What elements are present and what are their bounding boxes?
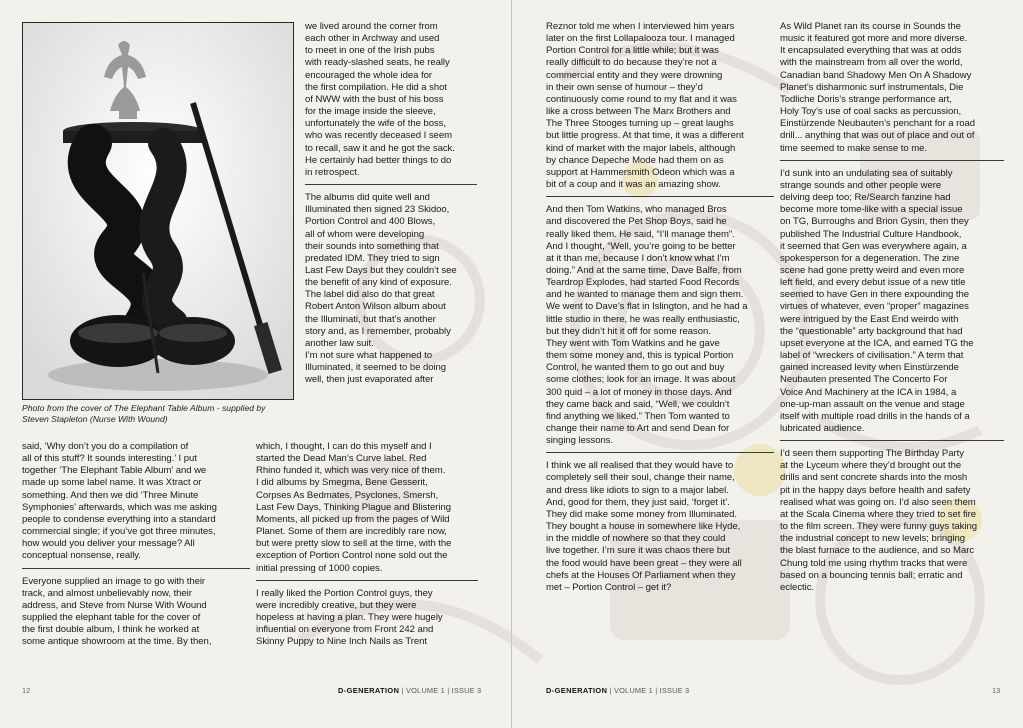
- paragraph: I really liked the Portion Control guys, they were incredibly creative, but they were hopeless at having a plan. They were hugely influential on everyone from Front 242 and Skinny Puppy to Nine Inch Nails as Trent: [256, 587, 443, 648]
- paragraph: I’d sunk into an undulating sea of suitably strange sounds and other people were delving deep too; Re/Search fanzine had become more tome-like with a special issue on TG, Burroughs and Brion Gysin, then they published The Industrial Culture Handbook, it seemed that Gen was everywhere again, a spokesperson for a degeneration. The zine scene had gone pretty weird and even more left field, and every debut issue of a new title seemed to have Gen in there expounding the virtues of whatever, even “proper” magazines were intrigued by the East End weirdo with the “questionable” arty background that had upset everyone at the ICA, and earned TG the label of “wreckers of civilisation.” A term that gained increased levity when Einstürzende Neubauten presented The Concerto For Voice And Machinery at the ICA in 1984, a one-up-man assault on the venue and stage itself with multiple road drills in the hands of a lubricated audience.: [780, 167, 974, 434]
- elephant-table-photo: [22, 22, 294, 400]
- paragraph-divider: [256, 580, 478, 581]
- photo-caption: Photo from the cover of The Elephant Table Album - supplied by Steven Stapleton (Nurse With Wound): [22, 403, 266, 424]
- paragraph: I think we all realised that they would have to completely sell their soul, change their name, and dress like idiots to sign to a major label. And, good for them, they just said, ‘forget it’. They did make some money from Illuminated. They bought a house in somewhere like Hyde, in the middle of nowhere so that they could live together. I’m sure it was chaos there but the food would have been great – they were all chefs at the Houses Of Parliament when they met – Portion Control – get it?: [546, 460, 742, 593]
- paragraph: I’d seen them supporting The Birthday Party at the Lyceum where they’d brought out the drills and sent concrete shards into the mosh pit in the happy days before health and safety realised what was going on. I’d also seen them at the Scala Cinema where they tried to set fire to the film screen. They were funny guys taking the industrial concept to new levels; bringing the blast furnace to the audience, and so Marc Chung told me using rhythm tracks that were based on a bouncing tennis ball; erratic and eclectic.: [780, 448, 977, 593]
- column-2-upper: [305, 21, 477, 387]
- issue-info: | VOLUME 1 | ISSUE 3: [401, 686, 482, 695]
- right-footer-masthead: [546, 686, 689, 695]
- issue-info: | VOLUME 1 | ISSUE 3: [609, 686, 690, 695]
- paragraph: said, ‘Why don’t you do a compilation of all of this stuff? It sounds interesting.’ I put together ‘The Elephant Table Album’ and we made up some label name. It was Xtract or something. And then we did ‘Three Minute Symphonies’ afterwards, which was me asking people to condense everything into a standard commercial single; if you’ve got three minutes, how would you deliver your message? All conceptual nonsense, really.: [22, 441, 217, 562]
- paragraph-divider: [305, 184, 477, 185]
- column-2-lower: [256, 441, 478, 649]
- column-4: [780, 21, 1004, 594]
- paragraph-divider: [546, 196, 774, 197]
- column-1: [22, 441, 250, 649]
- paragraph-divider: [22, 568, 250, 569]
- right-page-number: 13: [992, 686, 1001, 695]
- paragraph-divider: [780, 160, 1004, 161]
- paragraph: And then Tom Watkins, who managed Bros and discovered the Pet Shop Boys, said he really liked them. He said, “I’ll manage them”. And I thought, “Well, you’re going to be better at it than me, because I don’t know what I’m doing.” And at the same time, Dave Balfe, from Teardrop Explodes, had started Food Records and he wanted to manage them and sign them. We went to Dave’s flat in Islington, and he had a little studio in there, he was really enthusiastic, but they didn’t hit it off for some reason. They went with Tom Watkins and he gave them some money and, this is typical Portion Control, he wanted them to go out and buy some clothes; look for an image. It was about 300 quid – a lot of money in those days. And they came back and said, “Well, we couldn’t find anything we liked.” Then Tom wanted to change their name to Art and send Dean for singing lessons.: [546, 204, 748, 447]
- magazine-name: D-GENERATION: [546, 686, 608, 695]
- paragraph: we lived around the corner from each other in Archway and used to meet in one of the Irish pubs with ready-slashed seats, he really encouraged the whole idea for the first compilation. He did a shot of NWW with the bust of his boss for the image inside the sleeve, unfortunately the wife of the boss, who was recently deceased I seem to recall, saw it and he got the sack. He certainly had better things to do in retrospect.: [305, 21, 455, 178]
- elephant-table-image: [23, 23, 293, 399]
- paragraph: Everyone supplied an image to go with their track, and almost unbelievably now, their address, and Steve from Nurse With Wound supplied the elephant table for the cover of the first double album, I think he worked at some antique showroom at the time. By then,: [22, 575, 212, 648]
- paragraph: Reznor told me when I interviewed him years later on the first Lollapalooza tour. I managed Portion Control for a little while; but it was really difficult to do because they’re not a commercial entity and they were drowning in their own sense of humour – they’d continuously come round to my flat and it was like a cross between The Marx Brothers and The Three Stooges turning up – great laughs but little progress. At that time, it was a different kind of market with the major labels, although by chance Depeche Mode had them on as support at Hammersmith Odeon which was a bit of a coup and it was an amazing show.: [546, 21, 744, 191]
- column-3: [546, 21, 774, 594]
- left-footer-masthead: [338, 686, 481, 695]
- paragraph: As Wild Planet ran its course in Sounds the music it featured got more and more diverse. It encapsulated everything that was at odds with the mainstream from all over the world, Canadian band Shadowy Men On A Shadowy Planet’s disharmonic surf instrumentals, Die Todliche Doris’s strange performance art, Holy Toy’s use of coal sacks as percussion, Einstürzende Neubauten’s penchant for a road drill... anything that was out of place and out of time seemed to make sense to me.: [780, 21, 976, 154]
- page-spine: [511, 0, 512, 728]
- magazine-name: D-GENERATION: [338, 686, 400, 695]
- paragraph: which, I thought, I can do this myself and I started the Dead Man’s Curve label. Red Rhino funded it, which was very nice of them. I did albums by Smegma, Bene Gesserit, Corpses As Bedmates, Psyclones, Smersh, Last Few Days, Thinking Plague and Blistering Moments, all picked up from the pages of Wild Planet. Some of them are incredibly rare now, but were pretty slow to sell at the time, with the exception of Portion Control none sold out the initial pressing of 1000 copies.: [256, 441, 452, 574]
- paragraph-divider: [780, 440, 1004, 441]
- paragraph: The albums did quite well and Illuminated then signed 23 Skidoo, Portion Control and 400 Blows, all of whom were developing their sounds into something that predated IDM. They tried to sign Last Few Days but they couldn’t see the benefit of any kind of exposure. The label did also do that great Robert Anton Wilson album about the Illuminati, but that’s another story and, as I remember, probably another law suit. I’m not sure what happened to Illuminated, it seemed to be doing well, then just evaporated after: [305, 192, 457, 386]
- left-page-number: 12: [22, 686, 31, 695]
- paragraph-divider: [546, 452, 774, 453]
